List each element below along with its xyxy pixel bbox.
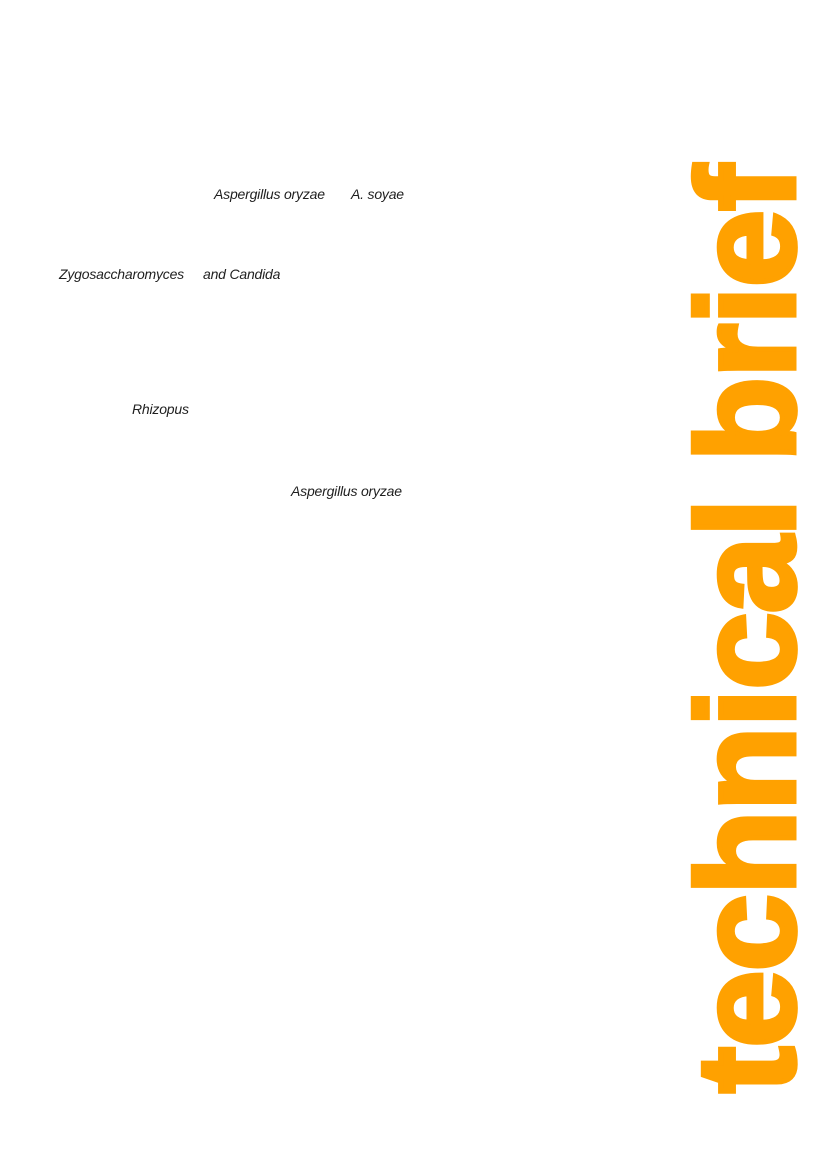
species-text-aspergillus-oryzae-line2: Aspergillus oryzae (291, 483, 402, 499)
technical-brief-vertical-banner: technical brief (669, 165, 824, 1093)
species-text-a-soyae: A. soyae (351, 186, 404, 202)
species-text-and-candida: and Candida (203, 266, 281, 282)
species-text-rhizopus: Rhizopus (132, 401, 189, 417)
species-text-zygosaccharomyces: Zygosaccharomyces (59, 266, 184, 282)
species-text-aspergillus-oryzae-line1: Aspergillus oryzae (214, 186, 325, 202)
